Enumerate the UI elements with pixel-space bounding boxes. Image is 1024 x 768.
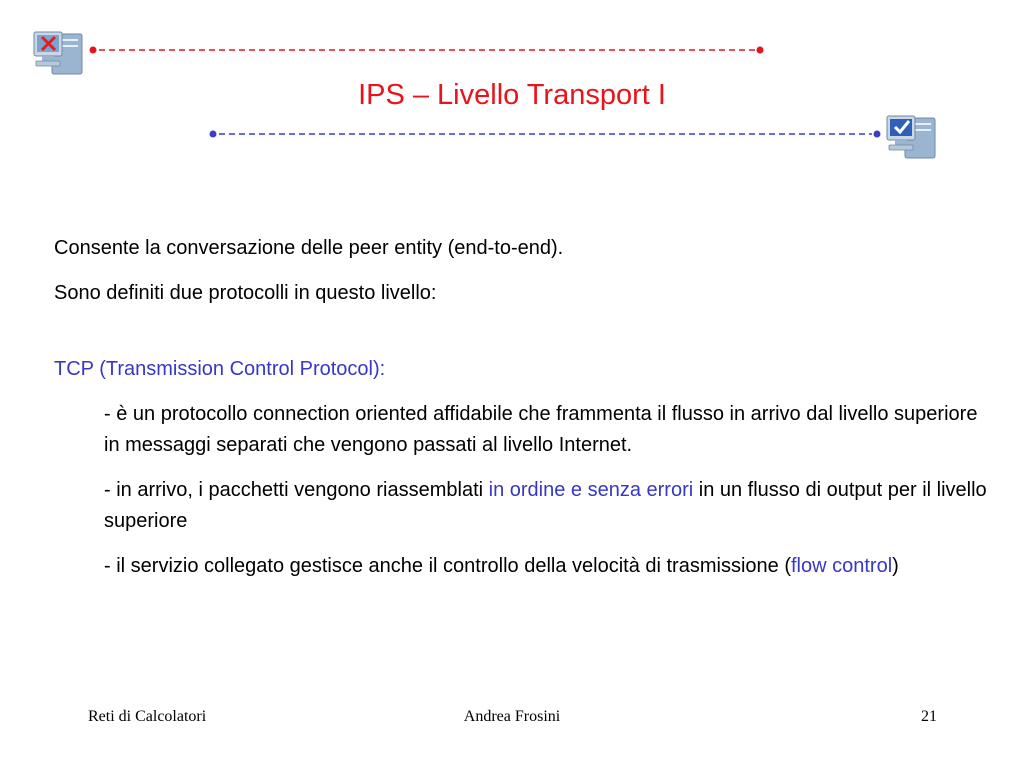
bullet-3: [54, 551, 994, 582]
footer-author: Andrea Frosini: [463, 708, 561, 725]
footer-page-number: 21: [921, 708, 937, 725]
bullet-3-text-end: ): [892, 555, 899, 577]
top-dashed-connector: [90, 47, 764, 54]
footer-course: Reti di Calcolatori: [88, 708, 207, 725]
intro-line-2: Sono definiti due protocolli in questo livello:: [54, 282, 437, 304]
bullet-2-text-end: in un flusso di output per il livello superiore: [104, 479, 987, 532]
bullet-2-highlight: in ordine e senza errori: [488, 479, 694, 501]
slide-title: IPS – Livello Transport I: [358, 79, 666, 111]
bullet-1: - è un protocollo connection oriented affidabile che frammenta il flusso in arrivo dal livello superiore in messaggi separati che vengono passati al livello Internet.: [104, 403, 978, 456]
bottom-dashed-connector: [210, 131, 881, 138]
bullet-3-highlight: flow control: [790, 555, 893, 577]
tcp-heading: TCP (Transmission Control Protocol):: [54, 358, 386, 380]
computer-check-icon: [887, 116, 935, 158]
bullet-2-text-start: - in arrivo, i pacchetti vengono riassemblati: [104, 479, 489, 501]
slide-body: [54, 233, 994, 596]
bullet-2: [54, 475, 994, 537]
bullet-3-text-start: - il servizio collegato gestisce anche il controllo della velocità di trasmissione (: [104, 555, 791, 577]
intro-line-1: Consente la conversazione delle peer entity (end-to-end).: [54, 237, 564, 259]
computer-error-icon: [34, 32, 82, 74]
